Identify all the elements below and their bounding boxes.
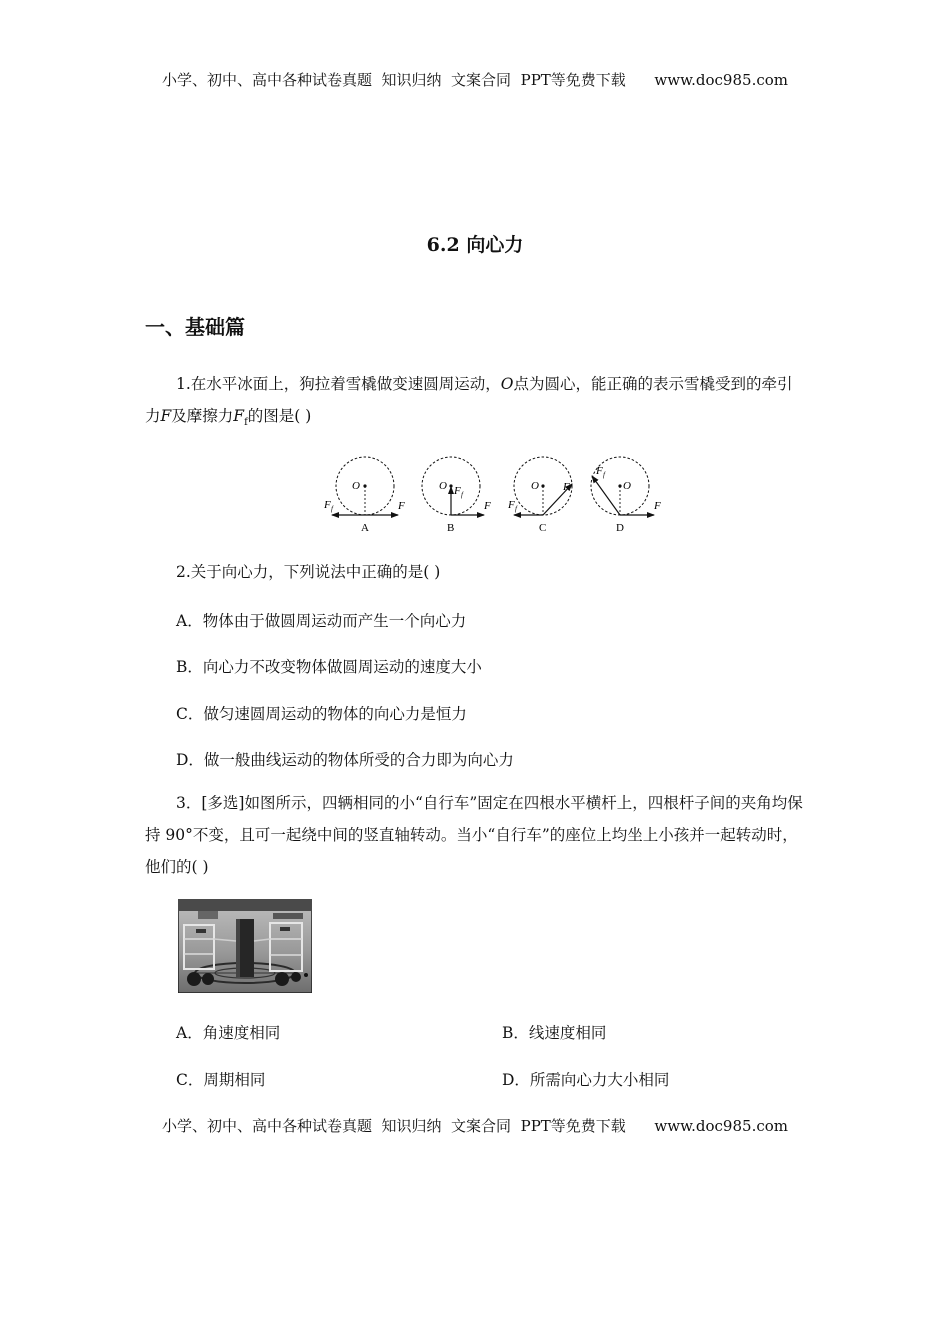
q3-option-b: B．线速度相同 — [502, 1024, 607, 1042]
label-ff-sub: f — [603, 471, 605, 479]
question-3-stem: 3．[多选]如图所示，四辆相同的小“自行车”固定在四根水平横杆上，四根杆子间的夹角均保持 90°不变，且可一起绕中间的竖直轴转动。当小“自行车”的座位上均坐上小孩并一起转动时，他们的( ) — [145, 794, 803, 876]
question-1-figure — [318, 450, 663, 536]
letter-d: D — [616, 522, 624, 534]
question-1-stem — [145, 368, 807, 439]
q1-text-part2: 点为圆心，能正确的表示雪橇受到的牵引力 — [145, 375, 793, 425]
page-footer: 小学、初中、高中各种试卷真题 知识归纳 文案合同 PPT等免费下载 www.doc985.com — [161, 1117, 788, 1135]
figure-option-d — [591, 457, 661, 534]
center-point — [618, 484, 621, 487]
figure-option-c — [507, 457, 572, 534]
page-header: 小学、初中、高中各种试卷真题 知识归纳 文案合同 PPT等免费下载 www.doc985.com — [161, 71, 788, 89]
label-ff: F — [596, 465, 603, 477]
label-ff-sub: f — [461, 491, 463, 499]
letter-c: C — [539, 522, 547, 534]
q2-option-a: A．物体由于做圆周运动而产生一个向心力 — [176, 612, 467, 630]
center-point — [541, 484, 544, 487]
label-ff: F — [454, 485, 461, 497]
q3-option-d: D．所需向心力大小相同 — [502, 1071, 670, 1089]
section-heading: 一、基础篇 — [145, 315, 245, 339]
label-o: O — [531, 480, 539, 492]
letter-b: B — [447, 522, 455, 534]
q1-text-part3: 及摩擦力 — [171, 407, 234, 425]
q1-text-part4: 的图是( ) — [247, 407, 312, 425]
q1-var-f: F — [160, 407, 172, 425]
q3-option-a: A．角速度相同 — [176, 1024, 281, 1042]
page-title: 6.2 向心力 — [426, 234, 524, 256]
label-ff-sub: f — [515, 505, 517, 513]
figure-option-a — [323, 457, 405, 534]
arrow-ff — [592, 476, 620, 515]
merry-go-round-photo — [178, 899, 312, 993]
label-f: F — [484, 500, 491, 512]
q3-option-c: C．周期相同 — [176, 1071, 266, 1089]
label-o: O — [439, 480, 447, 492]
q1-text-part1: 1.在水平冰面上，狗拉着雪橇做变速圆周运动， — [176, 375, 501, 393]
label-o: O — [352, 480, 360, 492]
label-o: O — [623, 480, 631, 492]
q2-option-c: C．做匀速圆周运动的物体的向心力是恒力 — [176, 705, 467, 723]
center-point — [363, 484, 366, 487]
q1-var-ff-sub: f — [244, 417, 248, 429]
q1-var-o: O — [500, 375, 514, 393]
q2-option-b: B．向心力不改变物体做圆周运动的速度大小 — [176, 658, 482, 676]
q1-var-ff: F — [233, 407, 245, 425]
label-ff: F — [508, 499, 515, 511]
figure-option-b — [422, 457, 491, 534]
q2-option-d: D．做一般曲线运动的物体所受的合力即为向心力 — [176, 751, 514, 769]
label-ff-sub: f — [331, 505, 333, 513]
label-ff: F — [324, 499, 331, 511]
label-f: F — [654, 500, 661, 512]
letter-a: A — [361, 522, 369, 534]
label-f: F — [398, 500, 405, 512]
question-2-stem: 2.关于向心力，下列说法中正确的是( ) — [176, 563, 441, 581]
label-f: F — [563, 481, 570, 493]
